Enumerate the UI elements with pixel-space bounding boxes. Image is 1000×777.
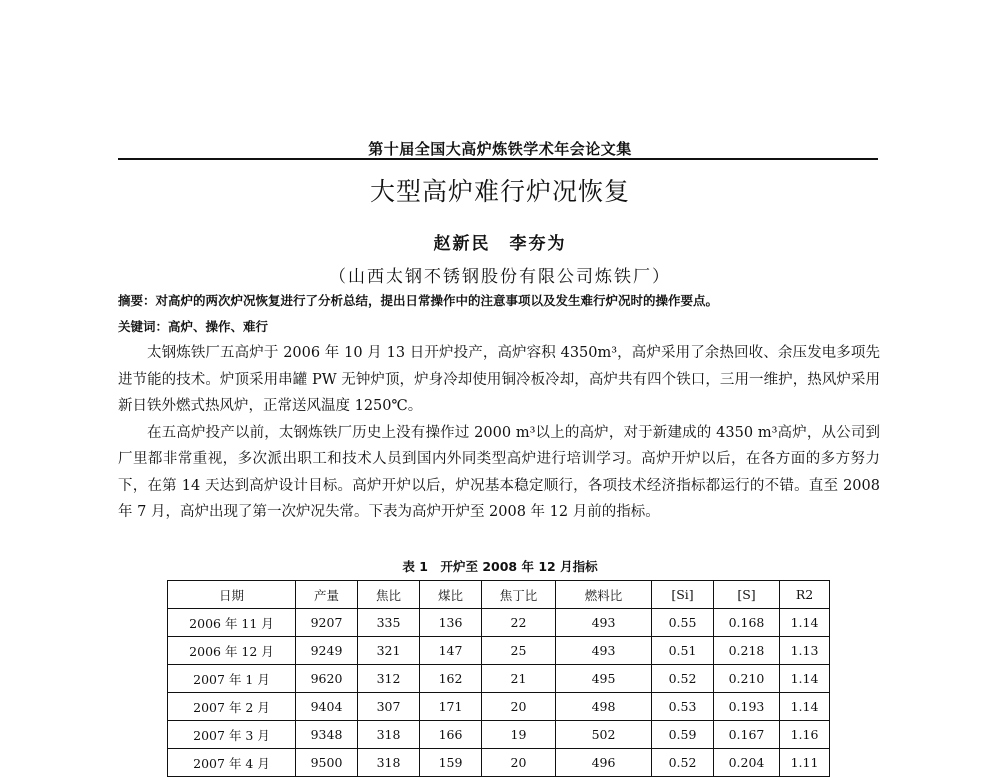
table-cell: 1.13 [780,637,830,665]
table-cell: 0.53 [652,693,714,721]
table-cell: 2007 年 1 月 [168,665,296,693]
table-cell: 312 [358,665,420,693]
paragraph: 在五高炉投产以前，太钢炼铁厂历史上没有操作过 2000 m³以上的高炉，对于新建成的 4350 m³高炉，从公司到厂里都非常重视，多次派出职工和技术人员到国内外同类型高炉进行培训学习。高炉开炉以后，在各方面的多方努力下，在第 14 天达到高炉设计目标。高炉开炉以后，炉况基本稳定顺行，各项技术经济指标都运行的不错。直至 2008 年 7 月，高炉出现了第一次炉况失常。下表为高炉开炉至 2008 年 12 月前的指标。 [118,424,880,520]
table-cell: 9620 [296,665,358,693]
table-cell: 2007 年 4 月 [168,749,296,777]
table-cell: 0.52 [652,665,714,693]
table-cell: 9207 [296,609,358,637]
table-cell: 9500 [296,749,358,777]
article-authors: 赵新民 李夯为 [433,234,567,254]
table-cell: 0.168 [714,609,780,637]
column-header: 煤比 [420,581,482,609]
table-cell: 496 [556,749,652,777]
table-row [168,749,830,777]
column-header: 焦丁比 [482,581,556,609]
table-cell: 321 [358,637,420,665]
running-head: 第十届全国大高炉炼铁学术年会论文集 [368,140,632,158]
table-cell: 318 [358,721,420,749]
body-text [118,340,880,526]
table-cell: 493 [556,637,652,665]
table-cell: 0.218 [714,637,780,665]
table-cell: 0.59 [652,721,714,749]
table-cell: 136 [420,609,482,637]
column-header: R2 [780,581,830,609]
table-cell: 25 [482,637,556,665]
table-cell: 0.55 [652,609,714,637]
table-cell: 1.14 [780,665,830,693]
table-cell: 1.14 [780,693,830,721]
column-header: 日期 [168,581,296,609]
table-cell: 0.193 [714,693,780,721]
table-cell: 2007 年 3 月 [168,721,296,749]
table-cell: 335 [358,609,420,637]
table-cell: 159 [420,749,482,777]
table-cell: 307 [358,693,420,721]
abstract: 摘要：对高炉的两次炉况恢复进行了分析总结，提出日常操作中的注意事项以及发生难行炉况时的操作要点。 [118,293,719,308]
table-row [168,637,830,665]
table-header-row [168,581,830,609]
table-cell: 318 [358,749,420,777]
table-cell: 2007 年 2 月 [168,693,296,721]
table-cell: 9348 [296,721,358,749]
table-cell: 0.204 [714,749,780,777]
table-cell: 1.16 [780,721,830,749]
column-header: 焦比 [358,581,420,609]
table-cell: 2006 年 12 月 [168,637,296,665]
table-cell: 0.52 [652,749,714,777]
table-cell: 21 [482,665,556,693]
column-header: 燃料比 [556,581,652,609]
keywords: 关键词：高炉、操作、难行 [118,319,269,334]
header-rule [118,158,878,160]
table-cell: 166 [420,721,482,749]
table-cell: 20 [482,693,556,721]
table-cell: 0.210 [714,665,780,693]
table-cell: 495 [556,665,652,693]
column-header: 产量 [296,581,358,609]
table-cell: 20 [482,749,556,777]
column-header: [Si] [652,581,714,609]
table-cell: 1.11 [780,749,830,777]
table-cell: 162 [420,665,482,693]
table-cell: 9249 [296,637,358,665]
table-cell: 0.51 [652,637,714,665]
article-title: 大型高炉难行炉况恢复 [369,177,630,206]
table-cell: 498 [556,693,652,721]
table-cell: 22 [482,609,556,637]
table-cell: 1.14 [780,609,830,637]
table-row [168,665,830,693]
table-cell: 19 [482,721,556,749]
indicators-table [167,580,830,777]
table-row [168,609,830,637]
paragraph: 太钢炼铁厂五高炉于 2006 年 10 月 13 日开炉投产，高炉容积 4350m³，高炉采用了余热回收、余压发电多项先进节能的技术。炉顶采用串罐 PW 无钟炉顶，炉身冷却使用铜冷板冷却，高炉共有四个铁口，三用一维护，热风炉采用新日铁外燃式热风炉，正常送风温度 1250℃。 [118,345,880,414]
table-cell: 147 [420,637,482,665]
table-cell: 0.167 [714,721,780,749]
table-cell: 493 [556,609,652,637]
article-affiliation: （山西太钢不锈钢股份有限公司炼铁厂） [329,267,671,287]
table-cell: 502 [556,721,652,749]
table-cell: 2006 年 11 月 [168,609,296,637]
table-cell: 9404 [296,693,358,721]
table-row [168,693,830,721]
table-cell: 171 [420,693,482,721]
table-caption: 表 1 开炉至 2008 年 12 月指标 [402,559,598,574]
column-header: [S] [714,581,780,609]
table-row [168,721,830,749]
